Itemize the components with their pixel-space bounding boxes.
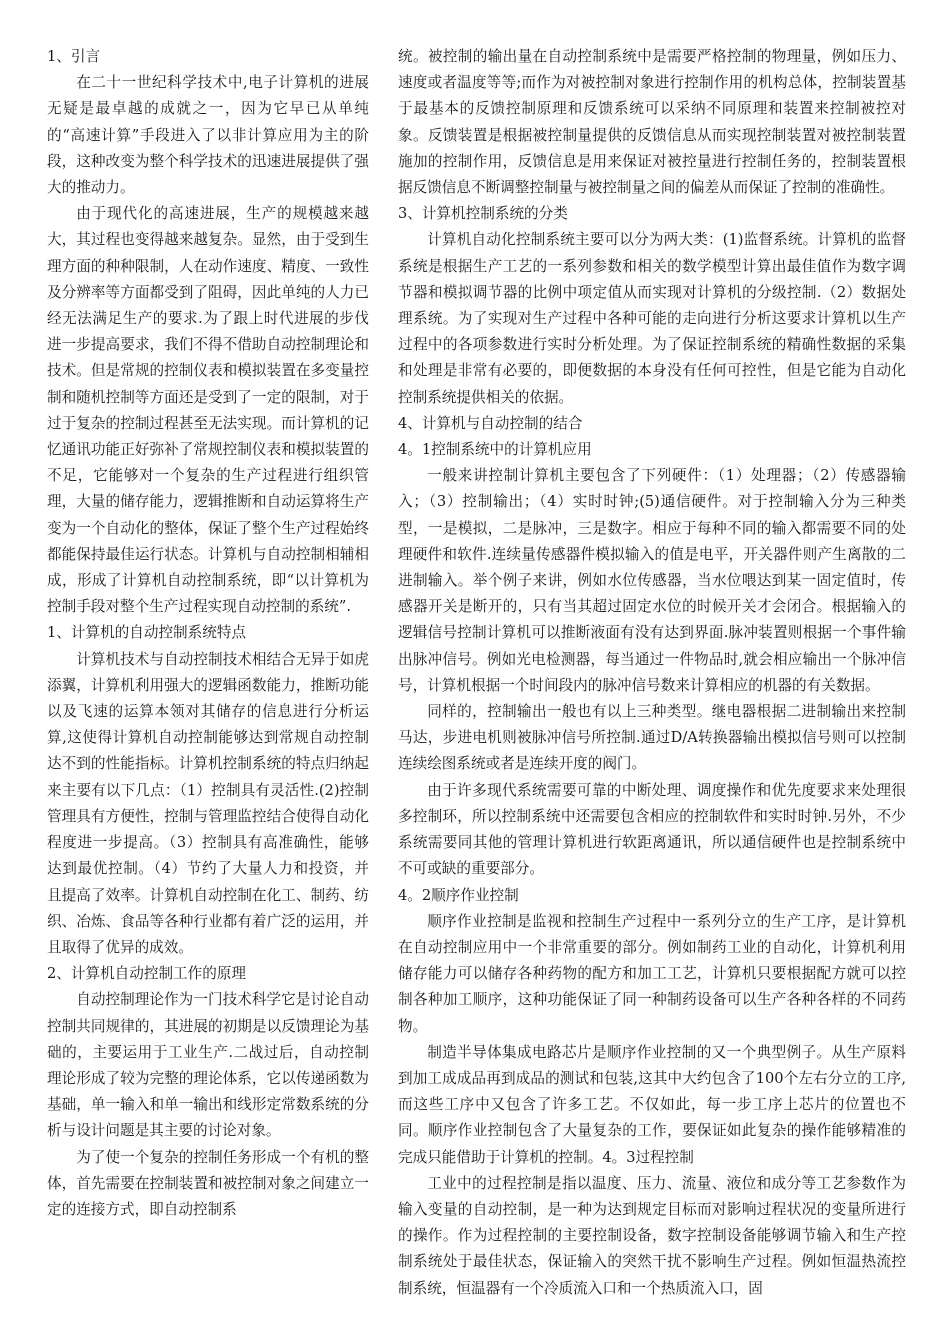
paragraph: 在二十一世纪科学技术中,电子计算机的进展无疑是最卓越的成就之一，因为它早已从单纯的“高速计算”手段进入了以非计算应用为主的阶段，这种改变为整个科学技术的迅速进展提供了强大的推动力。 bbox=[47, 74, 369, 197]
paragraph: 为了使一个复杂的控制任务形成一个有机的整体，首先需要在控制装置和被控制对象之间建立一定的连接方式，即自动控制系 bbox=[47, 1148, 369, 1218]
paragraph: 计算机技术与自动控制技术相结合无异于如虎添翼，计算机利用强大的逻辑函数能力，推断功能以及飞速的运算本领对其储存的信息进行分析运算,这使得计算机自动控制能够达到常规自动控制达不到的性能指标。计算机控制系统的特点归纳起来主要有以下几点：（1）控制具有灵活性.(2)控制管理具有方便性，控制与管理监控结合使得自动化程度进一步提高。（3）控制具有高准确性，能够达到最优控制。（4）节约了大量人力和投资，并且提高了效率。计算机自动控制在化工、制药、纺织、冶炼、食品等各种行业都有着广泛的运用，并且取得了优异的成效。 bbox=[47, 650, 369, 956]
right-column bbox=[398, 44, 906, 1302]
paragraph: 由于现代化的高速进展，生产的规模越来越大，其过程也变得越来越复杂。显然，由于受到生理方面的种种限制，人在动作速度、精度、一致性及分辨率等方面都受到了阻碍，因此单纯的人力已经无法满足生产的要求.为了跟上时代进展的步伐进一步提高要求，我们不得不借助自动控制理论和技术。但是常规的控制仪表和模拟装置在多变量控制和随机控制等方面还是受到了一定的限制，对于过于复杂的控制过程甚至无法实现。而计算机的记忆通讯功能正好弥补了常规控制仪表和模拟装置的不足，它能够对一个复杂的生产过程进行组织管理，大量的储存能力，逻辑推断和自动运算将生产变为一个自动化的整体，保证了整个生产过程始终都能保持最佳运行状态。计算机与自动控制相辅相成，形成了计算机自动控制系统，即“以计算机为控制手段对整个生产过程实现自动控制的系统”. bbox=[47, 205, 369, 616]
paragraph: 同样的，控制输出一般也有以上三种类型。继电器根据二进制输出来控制马达，步进电机则被脉冲信号所控制.通过D/A转换器输出模拟信号则可以控制连续绘图系统或者是连续开度的阀门。 bbox=[398, 703, 906, 773]
paragraph: 顺序作业控制是监视和控制生产过程中一系列分立的生产工序，是计算机在自动控制应用中一个非常重要的部分。例如制药工业的自动化，计算机利用储存能力可以储存各种药物的配方和加工工艺，计算机只要根据配方就可以控制各种加工顺序，这种功能保证了同一种制药设备可以生产各种各样的不同药物。 bbox=[398, 912, 906, 1035]
subsection-heading-application: 4。1控制系统中的计算机应用 bbox=[398, 441, 592, 459]
paragraph-continuation: 统。被控制的输出量在自动控制系统中是需要严格控制的物理量，例如压力、速度或者温度等等;而作为对被控制对象进行控制作用的机构总体，控制装置基于最基本的反馈控制原理和反馈系统可以采纳不同原理和装置来控制被控对象。反馈装置是根据被控制量提供的反馈信息从而实现控制装置对被控制装置施加的控制作用，反馈信息是用来保证对被控量进行控制任务的，控制装置根据反馈信息不断调整控制量与被控制量之间的偏差从而保证了控制的准确性。 bbox=[398, 48, 906, 197]
paragraph: 一般来讲控制计算机主要包含了下列硬件：（1）处理器；（2）传感器输入；（3）控制输出；（4）实时时钟;(5)通信硬件。对于控制输入分为三种类型，一是模拟，二是脉冲，三是数字。相应于每种不同的输入都需要不同的处理硬件和软件.连续量传感器件模拟输入的值是电平，开关器件则产生离散的二进制输入。举个例子来讲，例如水位传感器，当水位喂达到某一固定值时，传感器开关是断开的，只有当其超过固定水位的时候开关才会闭合。根据输入的逻辑信号控制计算机可以推断液面有没有达到界面.脉冲装置则根据一个事件输出脉冲信号。例如光电检测器，每当通过一件物品时,就会相应输出一个脉冲信号，计算机根据一个时间段内的脉冲信号数来计算相应的机器的有关数据。 bbox=[398, 467, 906, 694]
section-heading-principle: 2、计算机自动控制工作的原理 bbox=[47, 965, 247, 983]
section-heading-combination: 4、计算机与自动控制的结合 bbox=[398, 414, 583, 432]
section-heading-features: 1、计算机的自动控制系统特点 bbox=[47, 624, 247, 642]
subsection-heading-sequence: 4。2顺序作业控制 bbox=[398, 886, 519, 904]
paragraph: 工业中的过程控制是指以温度、压力、流量、液位和成分等工艺参数作为输入变量的自动控制，是一种为达到规定目标而对影响过程状况的变量所进行的操作。作为过程控制的主要控制设备，数字控制设备能够调节输入和生产控制系统处于最佳状态，保证输入的突然干扰不影响生产过程。例如恒温热流控制系统，恒温器有一个冷质流入口和一个热质流入口，固 bbox=[398, 1174, 906, 1297]
section-heading-intro: 1、引言 bbox=[47, 48, 101, 65]
paragraph: 由于许多现代系统需要可靠的中断处理、调度操作和优先度要求来处理很多控制环，所以控制系统中还需要包含相应的控制软件和实时时钟.另外，不少系统需要同其他的管理计算机进行软距离通讯，所以通信硬件也是控制系统中不可或缺的重要部分。 bbox=[398, 781, 906, 878]
paragraph: 制造半导体集成电路芯片是顺序作业控制的又一个典型例子。从生产原料到加工成成品再到成品的测试和包装,这其中大约包含了100个左右分立的工序,而这些工序中又包含了许多工艺。不仅如此，每一步工序上芯片的位置也不同。顺序作业控制包含了大量复杂的工作，要保证如此复杂的操作能够精准的完成只能借助于计算机的控制。4。3过程控制 bbox=[398, 1043, 906, 1166]
paragraph: 计算机自动化控制系统主要可以分为两大类：(1)监督系统。计算机的监督系统是根据生产工艺的一系列参数和相关的数学模型计算出最佳值作为数字调节器和模拟调节器的比例中项定值从而实现对计算机的分级控制.（2）数据处理系统。为了实现对生产过程中各种可能的走向进行分析这要求计算机以生产过程中的各项参数进行实时分析处理。为了保证控制系统的精确性数据的采集和处理是非常有必要的，即便数据的本身没有任何可控性，但是它能为自动化控制系统提供相关的依据。 bbox=[398, 231, 906, 406]
section-heading-classification: 3、计算机控制系统的分类 bbox=[398, 205, 568, 223]
paragraph: 自动控制理论作为一门技术科学它是讨论自动控制共同规律的，其进展的初期是以反馈理论为基础的，主要运用于工业生产.二战过后，自动控制理论形成了较为完整的理论体系，它以传递函数为基础，单一输入和单一输出和线形定常数系统的分析与设计问题是其主要的讨论对象。 bbox=[47, 991, 369, 1140]
left-column bbox=[47, 44, 369, 1223]
